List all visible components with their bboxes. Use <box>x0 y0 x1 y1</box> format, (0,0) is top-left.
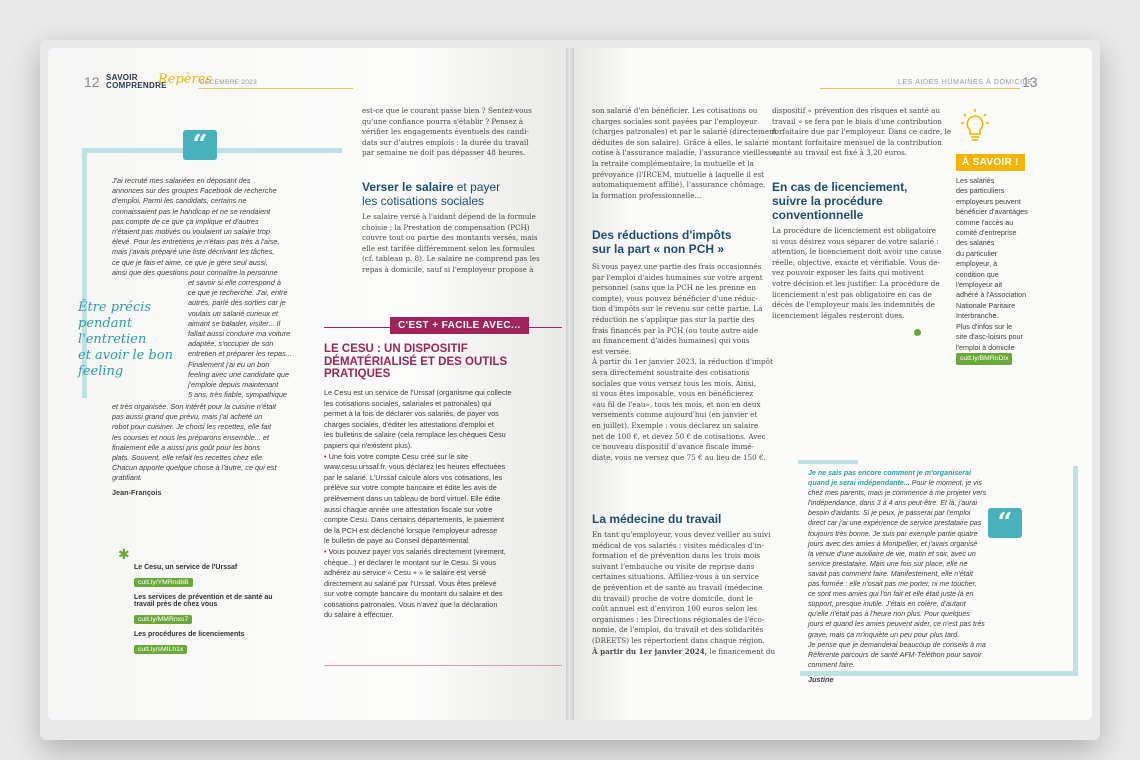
body-line: dats sur d'autres emplois : la durée du travail <box>362 137 529 147</box>
body-line: travail » se fera par le biais d'une contribution <box>772 116 942 126</box>
links-list <box>134 564 284 661</box>
lightbulb-icon <box>960 108 990 148</box>
body-line: au financement d'aides humaines) qui vous <box>592 336 750 346</box>
savoir-line: comme l'accès au <box>956 217 1014 227</box>
justine-line: Référente parcours de santé AFM-Téléthon pour savoir <box>808 650 982 659</box>
body-line: en juillet). Exemple : vous déclarez un salaire <box>592 420 759 430</box>
testimony-line: d'emploi. Parmi les candidats, certains ne <box>112 196 247 206</box>
verser-body <box>362 212 562 276</box>
link-item <box>134 631 284 656</box>
savoir-tag: À SAVOIR ! <box>956 154 1025 171</box>
col2-intro <box>772 106 954 159</box>
savoir-line: condition que <box>956 269 999 279</box>
magazine-brand: SAVOIR COMPRENDRE <box>106 73 167 90</box>
justine-text <box>808 468 1070 685</box>
savoir-line: site d'asc-loisirs pour <box>956 332 1023 342</box>
body-line: repas à domicile, sauf si l'employeur propose à <box>362 264 534 274</box>
savoir-line: employeur, à <box>956 259 998 269</box>
body-line: nomie, de l'emploi, du travail et des solidarités <box>592 625 764 635</box>
testimony-line: plats. Souvent, elle refait les recettes chez elle. <box>112 453 265 463</box>
body-line: choisie ; la Prestation de compensation (PCH) <box>362 222 530 232</box>
justine-line: pas formée : elle n'osait pas me porter, ni me toucher, <box>808 580 977 589</box>
justine-line: jours et quand les amies peuvent aider, ce n'est pas très <box>808 620 985 629</box>
short-link[interactable]: cutt.ly/sMILh1x <box>134 645 187 654</box>
medecine-heading: La médecine du travail <box>592 512 722 526</box>
justine-lead-line <box>808 478 1070 488</box>
body-line: son salarié d'en bénéficier. Les cotisations ou <box>592 106 758 115</box>
body-line: prélève sur votre compte bancaire et édite les avis de <box>324 483 497 493</box>
body-line: de la PCH est déclenché lorsque l'employeur adresse <box>324 525 498 535</box>
body-line: déduites de son salaire). Grâce à elles, le salarié <box>592 137 769 147</box>
body-line: sociales que vous versez tous les mois. Ainsi, <box>592 378 757 388</box>
bullet-icon: • <box>324 546 329 556</box>
testimony-line: entretien et préparer les repas... <box>188 349 292 359</box>
body-line: compte), vous pouvez bénéficier d'une réduc- <box>592 293 758 303</box>
body-line: montant forfaitaire mensuel de la contribution <box>772 137 942 147</box>
body-line: si vous êtes imposable, vous en bénéficierez <box>592 389 754 399</box>
body-line: cotise à l'assurance maladie, l'assurance vieillesse, <box>592 148 779 158</box>
body-line: «au fil de l'eau», tous les mois, et non en deux <box>592 399 761 409</box>
brand-script: Repères <box>158 72 213 87</box>
body-line: santé au travail est fixé à 3,20 euros. <box>772 148 908 158</box>
testimony-line: ainsi que des questions pour connaître la personne <box>112 267 278 277</box>
body-line: licenciement légales resteront dues. <box>772 310 905 320</box>
body-line: par l'emploi d'aides humaines sur votre argent <box>592 272 763 282</box>
body-line <box>324 452 560 463</box>
testimony-line: les courses et nous les préparons ensemble... et <box>112 432 269 442</box>
savoir-line: bénéficier d'avantages <box>956 207 1028 217</box>
testimony-line: j'emploie depuis maintenant <box>188 380 279 390</box>
justine-line: chez mes parents, mais je commence à me projeter vers <box>808 489 987 498</box>
testimony-line: robot pour cuisiner. Je choisi les recettes, elle fait <box>112 422 272 432</box>
savoir-line: l'emploi à domicile <box>956 342 1015 352</box>
pull-quote <box>78 300 188 380</box>
savoir-line: Interbranche. <box>956 311 999 321</box>
testimony-text-end <box>112 402 352 497</box>
testimony-line: feeling avec une candidate que <box>188 369 290 379</box>
running-head: LES AIDES HUMAINES À DOMICILE <box>898 79 1033 86</box>
body-line: par semaine ne doit pas dépasser 48 heures. <box>362 148 526 158</box>
body-line: Si vous payez une partie des frais occasionnés <box>592 262 762 271</box>
testimony-line: n'étaient pas motivés ou voulaient un salaire trop <box>112 227 270 237</box>
body-line: de prévention et de santé au travail (médecine <box>592 582 763 592</box>
heading-line: Des réductions d'impôts <box>592 228 732 242</box>
testimony-line: aimant se balader, visiter... Il <box>188 318 281 328</box>
testimony-line: pas compte de ce que ça implique et d'autres <box>112 216 259 226</box>
quote-icon: “ <box>988 508 1022 538</box>
link-item <box>134 564 284 589</box>
body-line: certaines situations. Affiliez-vous à un service <box>592 572 759 582</box>
savoir-line: Nationale Paritaire <box>956 300 1016 310</box>
testimony-line: autres, parlé des sorties car je <box>188 298 286 308</box>
pull-quote-line: pendant <box>78 316 133 331</box>
link-title: Les procédures de licenciements <box>134 631 245 638</box>
heading-line: En cas de licenciement, <box>772 180 908 194</box>
testimony-line: gratifiant. <box>112 473 143 483</box>
body-line: réelle, objective, exacte et vérifiable. Vous de- <box>772 257 940 267</box>
testimony-line: finalement elle a aussi pris goût pour les bons <box>112 442 261 452</box>
heading-line: PRATIQUES <box>324 368 391 380</box>
testimony-line: Chacun apporte quelque chose à l'autre, ce qui est <box>112 463 277 473</box>
body-line: frais financés par la PCH (ou toute autre aide <box>592 325 759 335</box>
body-line: la retraite complémentaire, la mutuelle et la <box>592 158 754 168</box>
testimony-text <box>112 176 352 278</box>
testimony-line: ce que je recherche. J'ai, entre <box>188 288 288 298</box>
body-line: les bulletins de salaire (cela remplace les chèques Cesu <box>324 430 506 440</box>
justine-line: l'indépendance, dans 3 à 4 ans peut-être. Et là, j'aurai <box>808 499 978 508</box>
justine-line: service prestataire. Mais une fois sur place, elle ne <box>808 559 968 568</box>
justine-lead-line <box>808 468 1070 478</box>
body-line: versements comme aujourd'hui (en janvier et <box>592 410 758 420</box>
body-line: ce nouveau dispositif d'avance fiscale immé- <box>592 442 754 452</box>
justine-line: support, presque inutile. J'étais en colère, d'autant <box>808 600 966 609</box>
body-line: prélèvement dans un tableau de bord virtuel. Elle édite <box>324 493 501 503</box>
body-line: permet à la fois de déclarer vos salariés, de payer vos <box>324 409 499 419</box>
body-line: automatiquement affilié), l'assurance chômage, <box>592 180 766 190</box>
testimony-signature: Jean-François <box>112 487 162 497</box>
verser-heading: Verser le salaire et payer les cotisations sociales <box>362 180 501 208</box>
justine-line: direct car j'ai une expérience de service prestataire pas <box>808 519 982 528</box>
page-number: 12 <box>84 74 100 90</box>
medecine-body: En tant qu'employeur, vous devez veiller au suivi médical de vos salariés : visites médicales d'in- formation et de prévention dans les trois mois suivant l'embauche ou visite de reprise dans certaines situations. Affiliez-vous à un service de prévention et de santé au travail (médecine du travail) proche de votre domicile, dont le coût annuel est d'environ 100 euros selon les organismes : les Directions régionales de l'éco- nomie, de l'emploi, du travail et des solidarités (DREETS) les répertorient dans chaque région. À partir du 1er janvier 2024, le financement du <box>592 530 788 657</box>
right-page <box>570 48 1092 720</box>
cesu-body <box>324 388 560 621</box>
body-line: compte Cesu. Dans certains départements, le paiement <box>324 515 505 525</box>
pull-quote-line: et avoir le bon <box>78 348 173 363</box>
heading-line: sur la part « non PCH » <box>592 242 725 256</box>
body-line: elle est tarifée différemment selon les formules <box>362 243 535 253</box>
justine-line: savait pas comment faire. Manifestement, elle n'était <box>808 569 973 578</box>
body-line: vérifier les engagements éventuels des candi- <box>362 127 529 137</box>
body-line: chèque...) et déclarer le montant sur le Cesu. Si vous <box>324 557 496 567</box>
savoir-line: des particuliers <box>956 186 1005 196</box>
body-line: directement au salarié par l'Urssaf. Vous êtes prélevé <box>324 578 497 588</box>
body-line: forfaitaire due par l'employeur. Dans ce cadre, le <box>772 127 952 137</box>
body-line: est-ce que le courant passe bien ? Sentez-vous <box>362 106 532 115</box>
sparkle-icon: ✱ <box>118 546 130 562</box>
link-title: Les services de prévention et de santé au travail près de chez vous <box>134 594 273 608</box>
testimony-line: fallait aussi conduire ma voiture <box>188 329 291 339</box>
body-line: organismes : les Directions régionales de l'éco- <box>592 614 765 624</box>
spine <box>566 48 574 720</box>
body-line: (cf. tableau p. 8). Le salaire ne comprend pas les <box>362 254 540 264</box>
impots-body <box>592 262 788 463</box>
link-title: Le Cesu, un service de l'Urssaf <box>134 564 238 571</box>
body-line: licenciement n'est pas obligatoire en cas de <box>772 289 932 299</box>
bullet-text: Vous pouvez payer vos salariés directement (virement, <box>328 546 506 556</box>
testimony-line: et savoir si elle correspond à <box>188 278 281 287</box>
impots-heading <box>592 228 788 256</box>
body-line: En tant qu'employeur, vous devez veiller au suivi <box>592 530 771 539</box>
body-line: du salaire à effectuer. <box>324 610 394 620</box>
testimony-line: J'ai recruté mes salariées en déposant des <box>112 176 251 185</box>
col2-intro <box>362 106 562 159</box>
body-line: net de 100 €, et devez 50 € de cotisations. Avec <box>592 431 766 441</box>
justine-lead-text: quand je serai indépendante... <box>808 479 910 488</box>
body-line: diate, vous ne versez que 75 € au lieu de 150 €. <box>592 452 766 462</box>
heading-line: LE CESU : UN DISPOSITIF <box>324 343 468 355</box>
justine-line: comment faire. <box>808 660 855 669</box>
body-line: qu'une confiance pourra s'établir ? Pensez à <box>362 116 524 126</box>
savoir-line: l'employeur ait <box>956 280 1003 290</box>
testimony-line: annonces sur des groupes Facebook de recherche <box>112 186 277 196</box>
short-link[interactable]: cutt.ly/MMRnxs7 <box>134 615 192 624</box>
justine-line: besoin d'aidants. Si je peux, je passerai par l'emploi <box>808 509 971 518</box>
body-line: formation et de prévention dans les trois mois <box>592 551 761 561</box>
testimony-line: mais j'avais préparé une liste décrivant les tâches, <box>112 247 275 257</box>
testimony-text-indent <box>188 278 353 400</box>
testimony-line: voulais un salarié curieux et <box>188 308 279 318</box>
testimony-line: ce que je fais et aime, ce que je gère seul aussi, <box>112 257 268 267</box>
body-line: attention, le licenciement doit avoir une cause <box>772 247 942 257</box>
body-line: aussi chaque année une attestation fiscale sur votre <box>324 504 493 514</box>
page-number: 13 <box>1022 74 1038 90</box>
licenciement-body <box>772 226 954 321</box>
body-line: charges sociales, d'éditer les attestations d'emploi et <box>324 419 494 429</box>
cesu-heading <box>324 343 559 381</box>
link-item <box>134 594 284 626</box>
header-rule <box>198 88 353 89</box>
body-line: est versée. <box>592 346 632 356</box>
body-line: cotisations patronales. Vous n'avez que la déclaration <box>324 599 498 609</box>
savoir-link[interactable]: cutt.ly/BMRnDlx <box>956 353 1012 365</box>
savoir-body <box>956 176 1076 365</box>
body-line: sera directement soustraite des cotisations <box>592 367 750 377</box>
cest-tag: C'EST + FACILE AVEC... <box>390 317 529 334</box>
testimony-line: Finalement j'ai eu un bon <box>188 359 270 369</box>
savoir-line: des salariés <box>956 238 995 248</box>
testimony-line: adaptée, s'occuper de son <box>188 339 274 349</box>
body-line: adhérez au service « Cesu + » le salaire est versé <box>324 568 487 578</box>
body-line: médical de vos salariés : visites médicales d'in- <box>592 540 764 550</box>
body-line: dispositif « prévention des risques et santé au <box>772 106 941 115</box>
pull-quote-line: l'entretien <box>78 332 147 347</box>
justine-frame-top <box>798 460 858 464</box>
body-line: Le salaire versé à l'aidant dépend de la formule <box>362 212 536 221</box>
justine-line: Je pense que je demanderai beaucoup de conseils à ma <box>808 640 986 649</box>
body-line: tion d'impôts sur le revenu sur cette partie. La <box>592 304 763 314</box>
body-line: couvre tout ou partie des montants versés, mais <box>362 233 538 243</box>
savoir-line: du particulier <box>956 248 998 258</box>
testimony-line: pas aussi grand que prévu, mais j'ai acheté un <box>112 412 263 422</box>
short-link[interactable]: cutt.ly/YMRnd8B <box>134 578 193 587</box>
body-line: charges sociales sont payées par l'employeur <box>592 116 758 126</box>
body-line: coût annuel est d'environ 100 euros selon les <box>592 604 758 614</box>
justine-line: grave, mais ça m'inquiète un peu pour plus tard. <box>808 630 960 639</box>
body-line: (charges patronales) et par le salarié (directement <box>592 127 777 137</box>
justine-line: jours avec des amies à Montpellier, et j'avais organisé <box>808 539 978 548</box>
savoir-line: adhéré à l'Association <box>956 290 1027 300</box>
justine-line: qu'elle n'était pas à l'heure non plus. Pour quelques <box>808 610 970 619</box>
body-line: (DREETS) les répertorient dans chaque région. <box>592 635 765 645</box>
testimony-line: et très organisée. Son intérêt pour la cuisine n'était <box>112 402 277 411</box>
justine-line: la venue d'une auxiliaire de vie, matin et soir, avec un <box>808 549 976 558</box>
testimony-line: 5 ans, très fiable, sympathique <box>188 390 287 400</box>
body-line: vez pouvoir exposer les faits qui motivent <box>772 268 924 278</box>
body-line: décès de l'employeur mais les indemnités de <box>772 300 935 310</box>
heading-line: suivre la procédure <box>772 194 883 208</box>
body-line: réduction ne s'applique pas sur la partie des <box>592 314 755 324</box>
pull-quote-line: feeling <box>78 364 124 379</box>
body-line: À partir du 1er janvier 2023, la réduction d'impôt <box>592 357 773 367</box>
savoir-line: Les salariés <box>956 176 995 185</box>
body-line: si vous désirez vous séparer de votre salarié : <box>772 236 939 246</box>
heading-line: DÉMATÉRIALISÉ ET DES OUTILS <box>324 355 508 368</box>
body-line: La procédure de licenciement est obligatoire <box>772 226 937 235</box>
body-line: votre décision et les justifier. La procédure de <box>772 278 940 288</box>
testimony-line: élevé. Pour les entretiens je n'étais pas très à l'aise, <box>112 237 280 247</box>
bullet-text: Une fois votre compte Cesu créé sur le site <box>328 451 469 461</box>
end-dot <box>914 329 921 336</box>
bullet-icon: • <box>324 451 329 461</box>
body-line: du travail) proche de votre domicile, dont le <box>592 593 753 603</box>
justine-line: toujours très bonne. Je suis par exemple partie quatre <box>808 529 978 538</box>
body-line: les cotisations sociales, salariales et patronales) qui <box>324 398 492 408</box>
left-page <box>48 48 568 720</box>
justine-line: ce sont mes amies qui l'on fait et elle était juste là en <box>808 590 974 599</box>
body-line: prévoyance (l'IRCEM, mutuelle à laquelle il est <box>592 169 765 179</box>
pull-quote-line: Être précis <box>78 300 152 315</box>
body-line: suivant l'embauche ou visite de reprise dans <box>592 561 755 571</box>
heading-line: conventionnelle <box>772 208 864 222</box>
licenciement-heading <box>772 180 954 222</box>
testimony-line: connaissaient pas le handicap et ne se rendaient <box>112 206 271 216</box>
col1-intro <box>592 106 788 201</box>
body-line: Le Cesu est un service de l'Urssaf (organisme qui collecte <box>324 388 512 397</box>
body-line: le bulletin de paye au Conseil départemental. <box>324 536 471 546</box>
body-line: la formation professionnelle... <box>592 190 702 200</box>
savoir-line: comité d'entreprise <box>956 228 1017 238</box>
quote-icon: “ <box>183 130 217 160</box>
justine-lead-tail: Pour le moment, je vis <box>909 479 982 488</box>
body-line: par le salarié. L'Urssaf calcule alors vos cotisations, les <box>324 472 503 482</box>
body-line: www.cesu.urssaf.fr, vous déclarez les heures effectuées <box>324 462 506 472</box>
cesu-bottom-rule <box>324 665 562 666</box>
body-line: sur votre compte bancaire du montant du salaire et des <box>324 589 503 599</box>
issue-date: DÉCEMBRE 2023 <box>200 79 258 86</box>
savoir-line: employeurs peuvent <box>956 196 1021 206</box>
body-line: personnel (sans que la PCH ne les prenne en <box>592 283 756 293</box>
justine-lead-text: Je ne sais pas encore comment je m'organiserai <box>808 469 971 477</box>
body-line: papiers qui n'existent plus). <box>324 440 413 450</box>
header-rule <box>820 88 1020 89</box>
justine-signature: Justine <box>808 674 834 684</box>
savoir-line: Plus d'infos sur le <box>956 321 1013 331</box>
body-line <box>324 547 560 558</box>
